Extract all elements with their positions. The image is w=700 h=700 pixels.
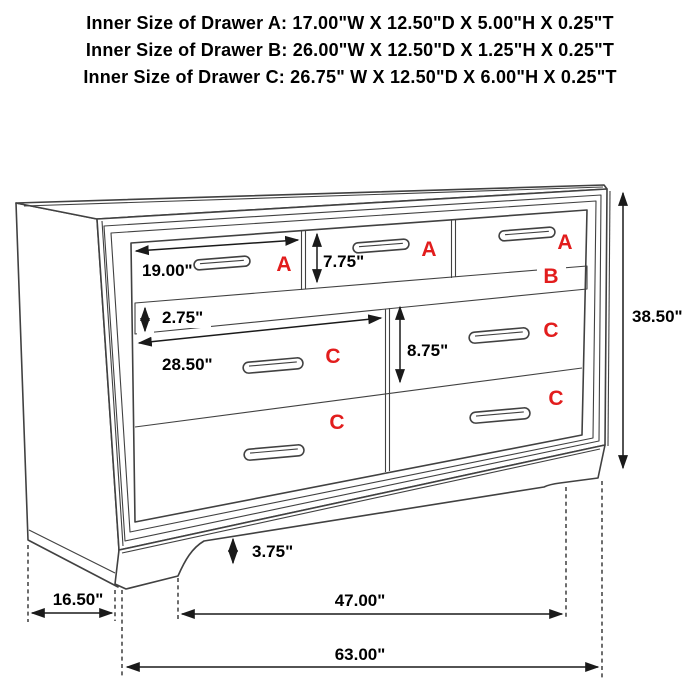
spec-line-drawer-c: Inner Size of Drawer C: 26.75" W X 12.50"D X 6.00"H X 0.25"T — [83, 67, 617, 87]
dim-overall-height: 38.50" — [632, 307, 683, 326]
right-edge-line — [608, 191, 610, 446]
dim-drawer-c-height: 8.75" — [407, 341, 449, 360]
drawer-label-a1: A — [276, 253, 292, 276]
dim-foot-height: 3.75" — [252, 542, 294, 561]
drawer-label-c-left-top: C — [325, 345, 341, 368]
dim-feet-span: 47.00" — [334, 591, 386, 610]
dim-drawer-b-height: 2.75" — [162, 308, 204, 327]
drawer-label-c-right-bottom: C — [548, 387, 564, 410]
spec-line-drawer-a: Inner Size of Drawer A: 17.00"W X 12.50"D X 5.00"H X 0.25"T — [86, 13, 614, 33]
dim-depth: 16.50" — [52, 590, 104, 609]
spec-line-drawer-b: Inner Size of Drawer B: 26.00"W X 12.50"D X 1.25"H X 0.25"T — [85, 40, 615, 60]
dim-overall-width: 63.00" — [334, 645, 386, 664]
dim-drawer-a-height: 7.75" — [323, 252, 365, 271]
drawer-label-b: B — [543, 265, 559, 288]
drawer-label-c-right-top: C — [543, 319, 559, 342]
drawer-label-c-left-bottom: C — [329, 411, 345, 434]
dresser-drawing — [16, 185, 610, 589]
drawer-label-a3: A — [557, 231, 573, 254]
dim-drawer-c-width: 28.50" — [162, 355, 213, 374]
spec-header — [0, 10, 700, 91]
dim-drawer-a-width: 19.00" — [142, 261, 193, 280]
drawer-label-a2: A — [421, 238, 437, 261]
